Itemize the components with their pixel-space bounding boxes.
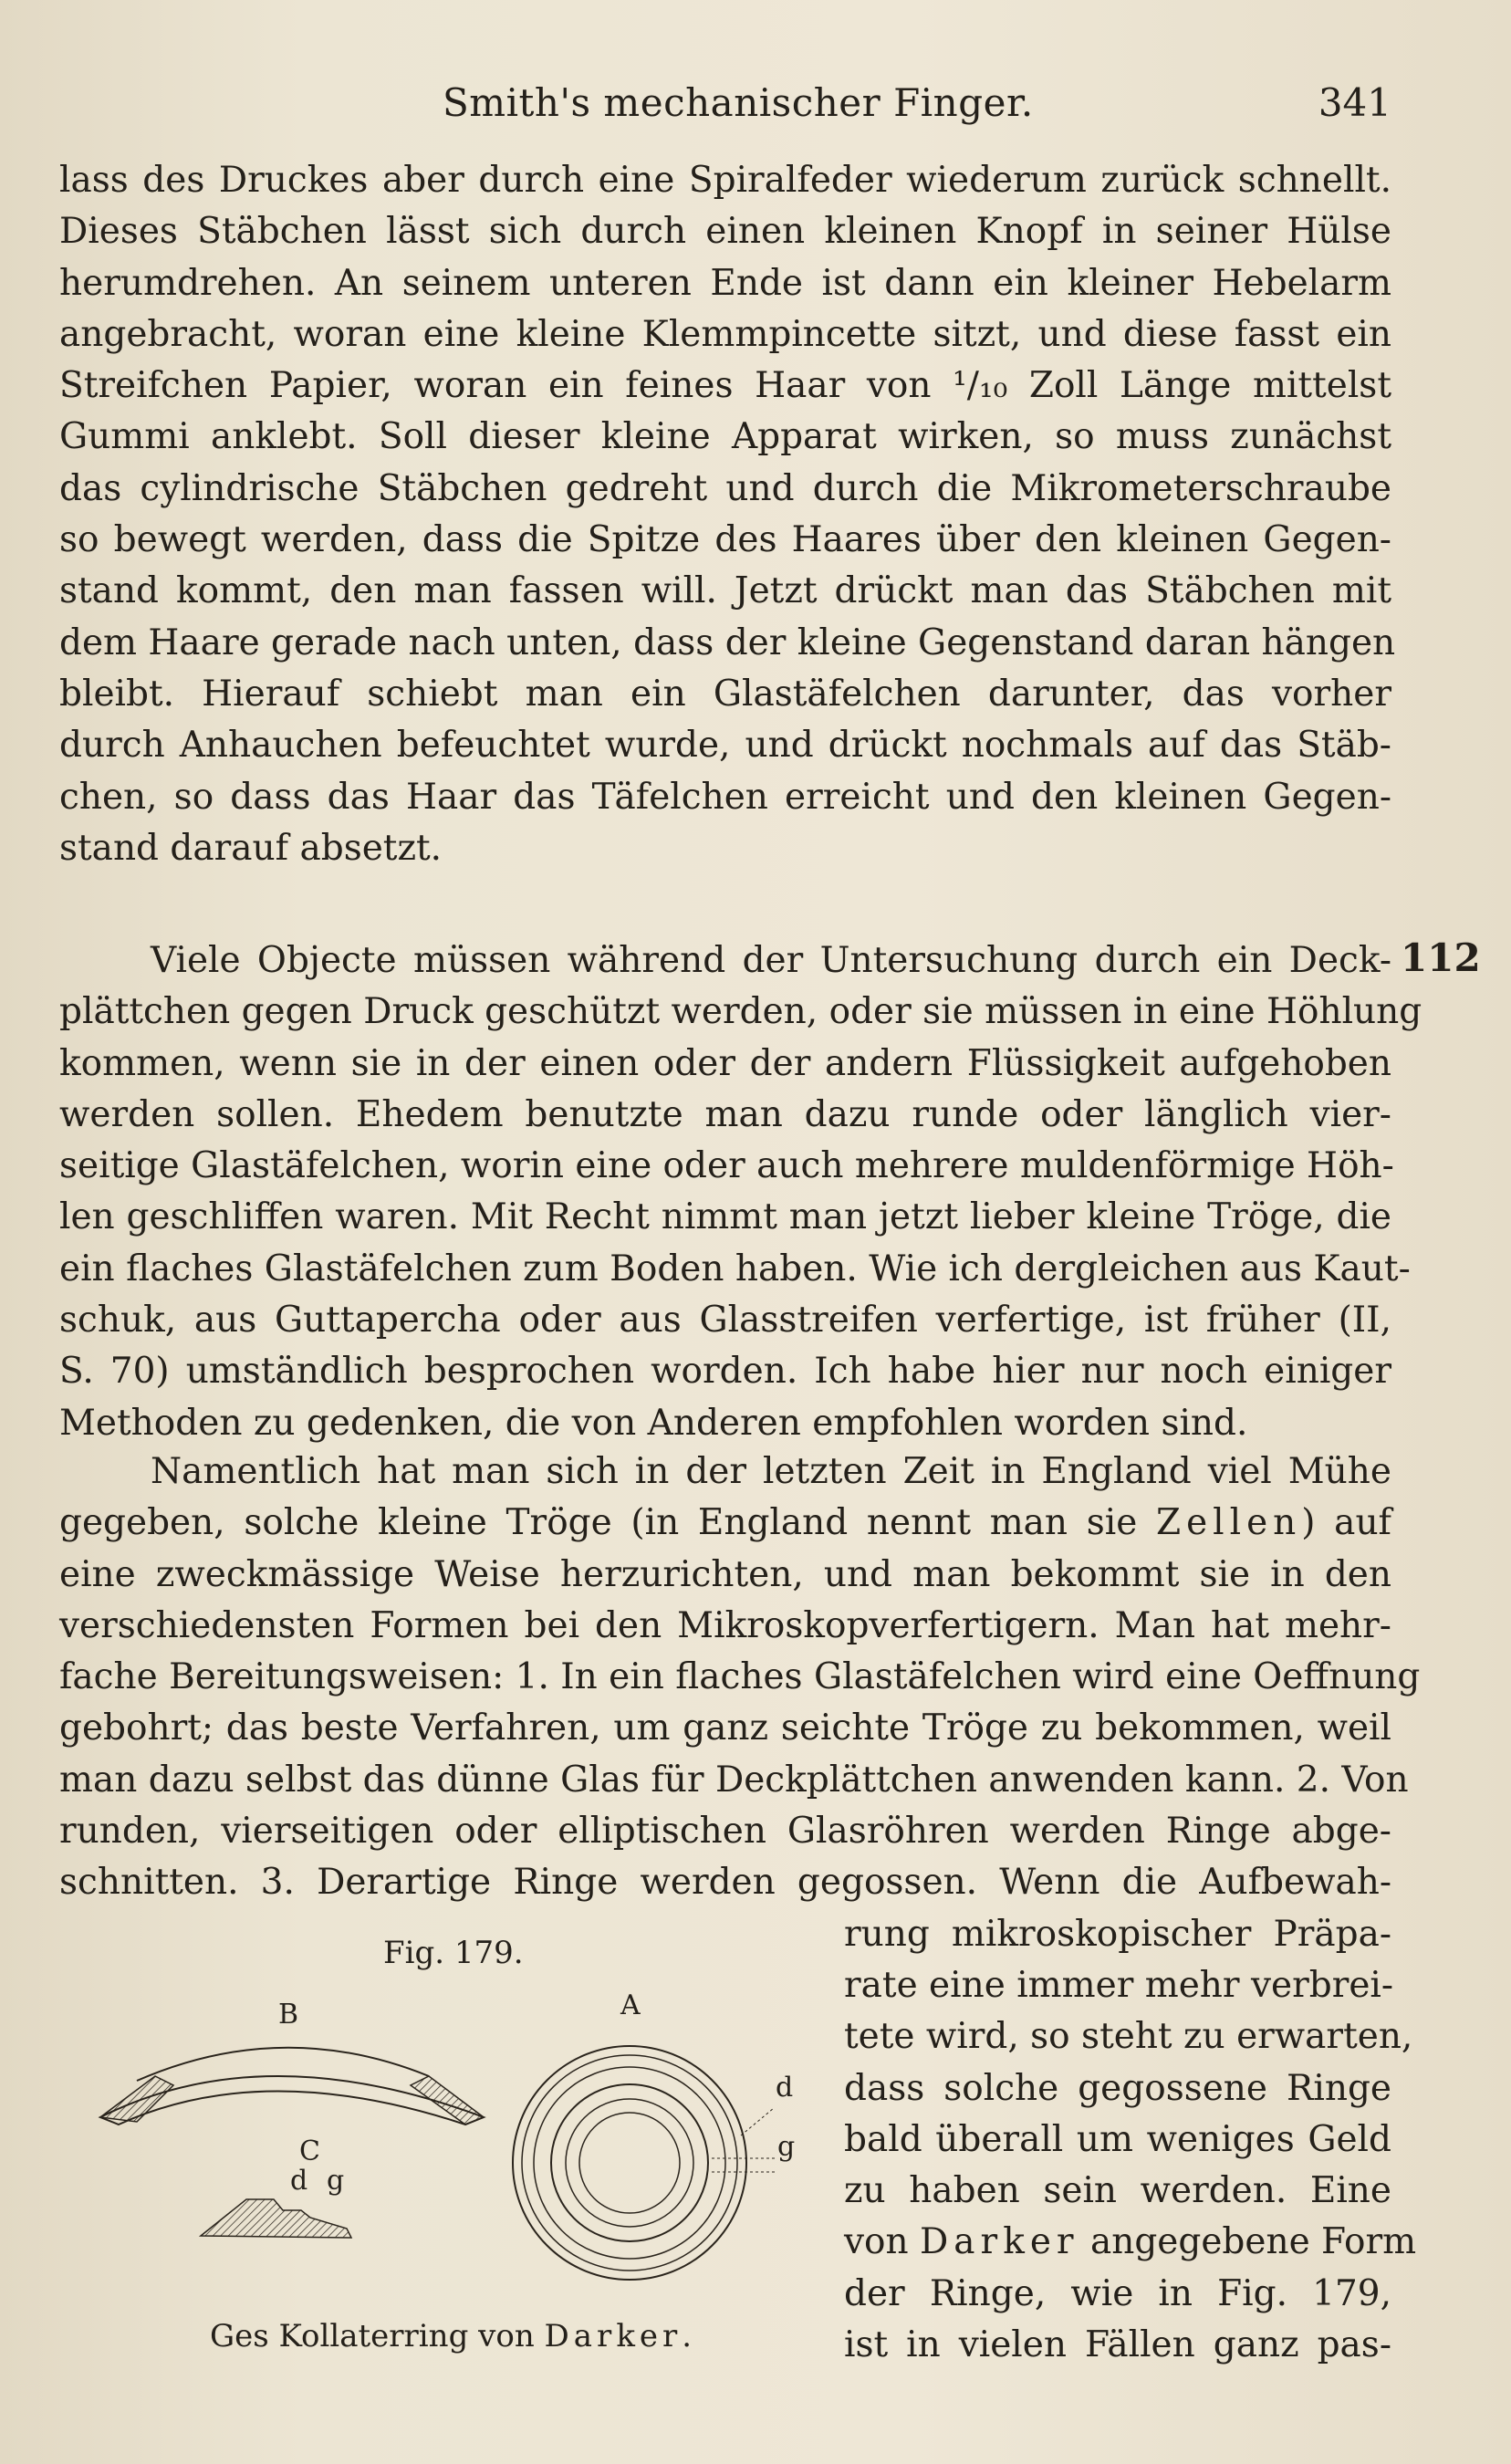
emphasized-word: Zellen bbox=[1155, 1502, 1302, 1544]
text-fragment: von bbox=[844, 2221, 921, 2263]
text-line bbox=[59, 1498, 1391, 1549]
narrow-column bbox=[844, 1909, 1417, 2372]
page-number: 341 bbox=[1318, 80, 1391, 125]
text-line: Namentlich hat man sich in der letzten Zeit in England viel Mühe bbox=[151, 1451, 1391, 1492]
text-line: ist in vielen Fällen ganz pas- bbox=[844, 2324, 1391, 2366]
text-line: dem Haare gerade nach unten, dass der kleine Gegenstand daran hängen bbox=[59, 621, 1396, 663]
emphasized-word: Darker bbox=[920, 2221, 1079, 2263]
text-fragment: angegebene Form bbox=[1079, 2221, 1417, 2263]
text-line: plättchen gegen Druck geschützt werden, oder sie müssen in eine Höhlung bbox=[59, 991, 1422, 1033]
figure-label-d: d bbox=[290, 2165, 308, 2197]
text-line: man dazu selbst das dünne Glas für Deckplättchen anwenden kann. 2. Von bbox=[59, 1759, 1409, 1801]
text-line: dass solche gegossene Ringe bbox=[844, 2067, 1391, 2109]
figure-label-g: g bbox=[327, 2165, 345, 2197]
figure-label-a: A bbox=[620, 1989, 641, 2021]
text-line: schnitten. 3. Derartige Ringe werden gegossen. Wenn die Aufbewah- bbox=[59, 1862, 1391, 1904]
caption-emphasized: Darker bbox=[544, 2318, 683, 2354]
text-line: bald überall um weniges Geld bbox=[844, 2118, 1391, 2160]
text-line: stand darauf absetzt. bbox=[59, 827, 443, 869]
text-line: schuk, aus Guttapercha oder aus Glasstreifen verfertige, ist früher (II, bbox=[59, 1300, 1391, 1342]
text-line: angebracht, woran eine kleine Klemmpincette sitzt, und diese fasst ein bbox=[59, 313, 1391, 355]
figure-179 bbox=[82, 1935, 812, 2373]
text-line: tete wird, so steht zu erwarten, bbox=[844, 2016, 1413, 2058]
text-line: bleibt. Hierauf schiebt man ein Glastäfelchen darunter, das vorher bbox=[59, 673, 1391, 715]
text-line: len geschliffen waren. Mit Recht nimmt man jetzt lieber kleine Tröge, die bbox=[59, 1196, 1391, 1238]
text-line: runden, vierseitigen oder elliptischen Glasröhren werden Ringe abge- bbox=[59, 1811, 1391, 1853]
running-header bbox=[59, 80, 1391, 135]
text-line: Dieses Stäbchen lässt sich durch einen kleinen Knopf in seiner Hülse bbox=[59, 211, 1391, 253]
text-line bbox=[844, 2217, 1417, 2268]
ring-plan-a bbox=[513, 2046, 776, 2280]
text-fragment: gegeben, solche kleine Tröge (in England nennt man sie bbox=[59, 1502, 1156, 1544]
paragraph-2 bbox=[59, 935, 1422, 1449]
text-line: so bewegt werden, dass die Spitze des Haares über den kleinen Gegen- bbox=[59, 519, 1391, 561]
figure-caption bbox=[210, 2318, 692, 2354]
text-line: kommen, wenn sie in der einen oder der andern Flüssigkeit aufgehoben bbox=[59, 1042, 1391, 1084]
ring-section-b bbox=[100, 2048, 484, 2125]
text-line: rung mikroskopischer Präpa- bbox=[844, 1913, 1391, 1955]
figure-label-b: B bbox=[278, 1999, 299, 2031]
text-line: chen, so dass das Haar das Täfelchen erreicht und den kleinen Gegen- bbox=[59, 776, 1391, 818]
paragraph-1 bbox=[59, 155, 1396, 874]
text-line: seitige Glastäfelchen, worin eine oder auch mehrere muldenförmige Höh- bbox=[59, 1145, 1394, 1187]
figure-label-g-right: g bbox=[777, 2131, 796, 2163]
text-line: ein flaches Glastäfelchen zum Boden haben. Wie ich dergleichen aus Kaut- bbox=[59, 1248, 1411, 1289]
running-title: Smith's mechanischer Finger. bbox=[443, 80, 1034, 125]
text-line: verschiedensten Formen bei den Mikroskopverfertigern. Man hat mehr- bbox=[59, 1604, 1391, 1646]
text-line: Streifchen Papier, woran ein feines Haar von ¹/₁₀ Zoll Länge mittelst bbox=[59, 365, 1391, 407]
text-line: Methoden zu gedenken, die von Anderen empfohlen worden sind. bbox=[59, 1402, 1248, 1444]
text-line: der Ringe, wie in Fig. 179, bbox=[844, 2272, 1391, 2314]
text-line: das cylindrische Stäbchen gedreht und durch die Mikrometerschraube bbox=[59, 467, 1391, 509]
caption-fragment: . bbox=[682, 2318, 693, 2354]
text-line: gebohrt; das beste Verfahren, um ganz seichte Tröge zu bekommen, weil bbox=[59, 1707, 1391, 1749]
figure-title: Fig. 179. bbox=[383, 1935, 524, 1971]
text-line: eine zweckmässige Weise herzurichten, und man bekommt sie in den bbox=[59, 1553, 1391, 1595]
text-fragment: ) auf bbox=[1301, 1502, 1391, 1544]
text-line: Gummi anklebt. Soll dieser kleine Apparat wirken, so muss zunächst bbox=[59, 416, 1391, 458]
text-line: lass des Druckes aber durch eine Spiralfeder wiederum zurück schnellt. bbox=[59, 160, 1391, 201]
ring-illustration bbox=[82, 1971, 812, 2300]
figure-label-c: C bbox=[299, 2135, 320, 2167]
text-line: Viele Objecte müssen während der Untersuchung durch ein Deck- bbox=[151, 940, 1391, 981]
text-line: durch Anhauchen befeuchtet wurde, und drückt nochmals auf das Stäb- bbox=[59, 725, 1391, 767]
figure-label-d-right: d bbox=[776, 2072, 794, 2104]
margin-section-number: 112 bbox=[1401, 935, 1481, 980]
text-line: zu haben sein werden. Eine bbox=[844, 2170, 1391, 2212]
text-line: herumdrehen. An seinem unteren Ende ist dann ein kleiner Hebelarm bbox=[59, 262, 1391, 304]
text-line: stand kommt, den man fassen will. Jetzt drückt man das Stäbchen mit bbox=[59, 570, 1391, 612]
ring-profile-c bbox=[201, 2199, 351, 2238]
text-line: werden sollen. Ehedem benutzte man dazu runde oder länglich vier- bbox=[59, 1093, 1391, 1135]
text-line: fache Bereitungsweisen: 1. In ein flaches Glastäfelchen wird eine Oeffnung bbox=[59, 1656, 1421, 1698]
text-line: rate eine immer mehr verbrei- bbox=[844, 1964, 1394, 2006]
text-line: S. 70) umständlich besprochen worden. Ich habe hier nur noch einiger bbox=[59, 1351, 1391, 1393]
caption-fragment: Ges Kollaterring von bbox=[210, 2318, 545, 2354]
